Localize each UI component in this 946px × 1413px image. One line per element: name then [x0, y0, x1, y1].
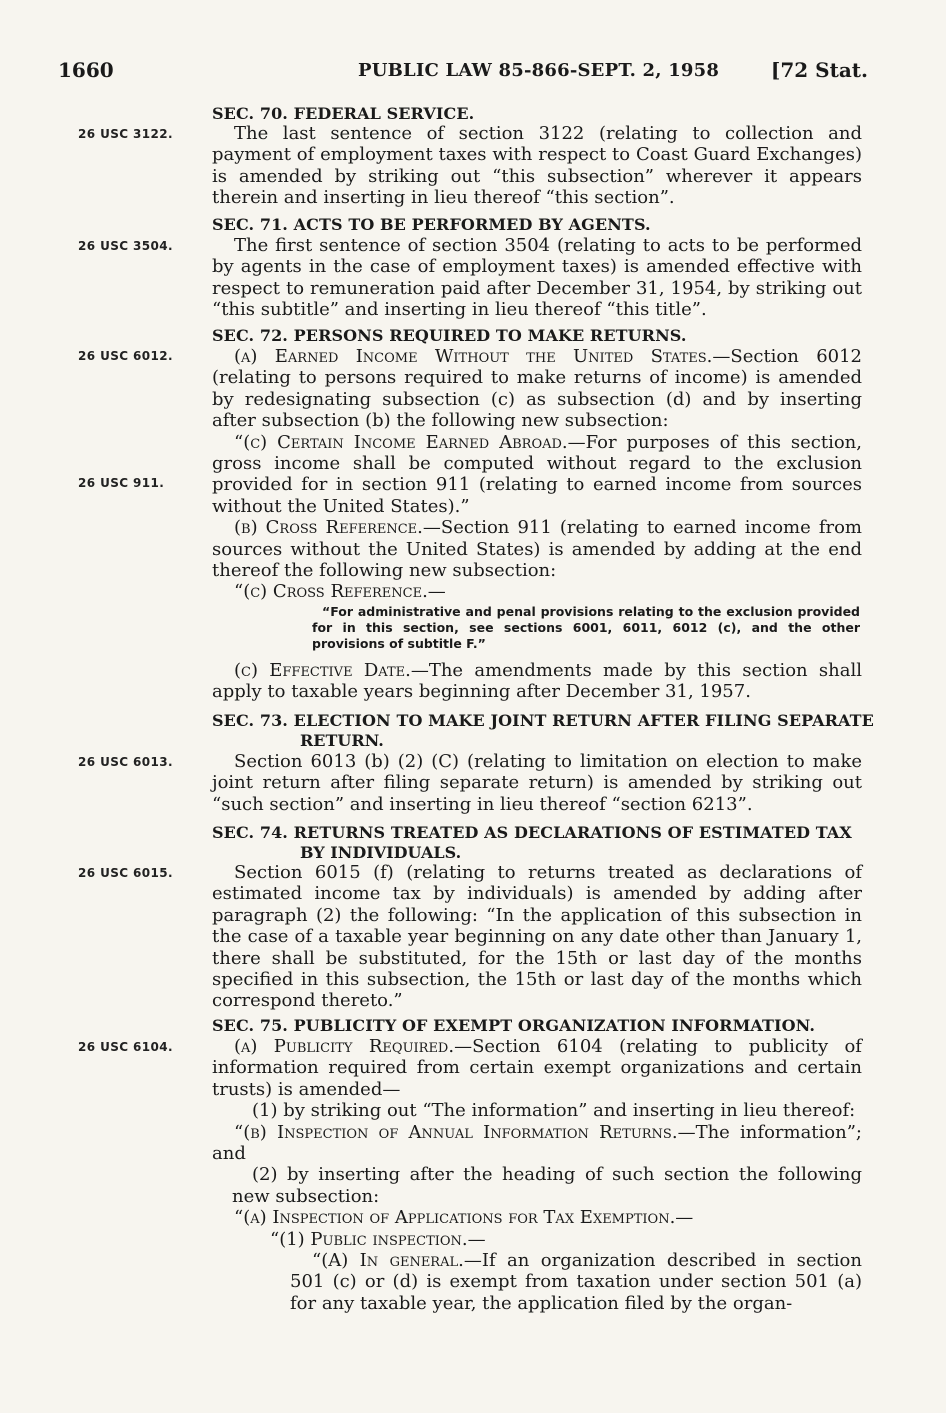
margin-ref-6012: 26 USC 6012.	[78, 349, 174, 363]
section-75-a2-label: “(a) Inspection of Applications for Tax Exemption.—	[234, 1207, 694, 1229]
margin-ref-3122: 26 USC 3122.	[78, 127, 174, 141]
section-72-b	[212, 517, 862, 581]
section-72-a	[212, 346, 862, 432]
page-header	[58, 58, 868, 86]
section-73-heading: SEC. 73. ELECTION TO MAKE JOINT RETURN AFTER FILING SEPARATE	[212, 711, 874, 730]
section-75-body	[212, 1036, 862, 1314]
section-75-heading: SEC. 75. PUBLICITY OF EXEMPT ORGANIZATION INFORMATION.	[212, 1016, 816, 1035]
section-75-a-label: (a) Publicity Required.	[234, 1036, 455, 1057]
section-74-heading: SEC. 74. RETURNS TREATED AS DECLARATIONS OF ESTIMATED TAX	[212, 823, 852, 842]
effective-date-text: —The amendments made by this section shall apply to taxable years beginning after December 31, 1957.	[212, 660, 862, 703]
section-75-item-2: (2) by inserting after the heading of such section the following new subsection:	[232, 1164, 862, 1207]
section-72-a-text: —Section 6012 (relating to persons required to make returns of income) is amended by redesignating subsection (c) as subsection (d) and by inserting after subsection (b) the following new subsection:	[212, 346, 862, 432]
section-72-c-text: —For purposes of this section, gross income shall be computed without regard to the exclusion provided for in section 911 (relating to earned income from sources without the United States).”	[212, 431, 862, 517]
cross-reference-quote: “For administrative and penal provisions relating to the exclusion provided for in this section, see sections 6001, 6011, 6012 (c), and the other provisions of subtitle F.”	[312, 604, 860, 651]
section-70-heading: SEC. 70. FEDERAL SERVICE.	[212, 104, 475, 123]
margin-ref-6013: 26 USC 6013.	[78, 755, 174, 769]
effective-date-label: (c) Effective Date.	[234, 660, 411, 681]
section-72-effective	[212, 660, 862, 703]
section-72-heading: SEC. 72. PERSONS REQUIRED TO MAKE RETURNS.	[212, 326, 687, 345]
section-75-A-label: “(A) In general.	[312, 1250, 464, 1272]
section-72-c-label: “(c) Certain Income Earned Abroad.	[234, 431, 568, 453]
section-72-effective-date	[212, 660, 862, 703]
section-75-b-label: “(b) Inspection of Annual Information Returns.	[234, 1121, 678, 1143]
section-74-heading-cont: BY INDIVIDUALS.	[300, 843, 462, 862]
section-70-text: The last sentence of section 3122 (relating to collection and payment of employment taxes with respect to Coast Guard Exchanges) is amended by striking out “this subsection” wherever it appears therein and inserting in lieu thereof “this section”.	[212, 123, 862, 209]
page-number: 1660	[58, 58, 114, 82]
margin-ref-6104: 26 USC 6104.	[78, 1040, 174, 1054]
section-72-c	[212, 432, 862, 518]
section-73-body	[212, 751, 862, 815]
section-72-cross-label: “(c) Cross Reference.—	[234, 581, 446, 603]
section-71-heading: SEC. 71. ACTS TO BE PERFORMED BY AGENTS.	[212, 215, 651, 234]
section-75-p1-label: “(1) Public inspection.—	[270, 1228, 486, 1250]
section-73-heading-cont: RETURN.	[300, 731, 384, 750]
section-75-b	[212, 1122, 862, 1165]
section-72-a-label: (a) Earned Income Without the United States.	[234, 346, 713, 367]
margin-ref-6015: 26 USC 6015.	[78, 866, 174, 880]
section-72-quote	[312, 604, 860, 652]
section-72-b-label: (b) Cross Reference.	[234, 517, 423, 539]
margin-ref-3504: 26 USC 3504.	[78, 239, 174, 253]
section-75-A	[212, 1250, 862, 1314]
section-70-body	[212, 123, 862, 209]
section-75-item-1: (1) by striking out “The information” and inserting in lieu thereof:	[252, 1100, 856, 1122]
section-71-text: The first sentence of section 3504 (relating to acts to be performed by agents in the case of employment taxes) is amended effective with respect to remuneration paid after December 31, 1954, by striking out “this subtitle” and inserting in lieu thereof “this title”.	[212, 235, 862, 321]
section-72-b-text: —Section 911 (relating to earned income from sources without the United States) is amended by adding at the end thereof the following new subsection:	[212, 517, 862, 582]
statute-reference: [72 Stat.	[770, 58, 868, 82]
section-75-A-text: —If an organization described in section 501 (c) or (d) is exempt from taxation under section 501 (a) for any taxable year, the application filed by the organ-	[290, 1250, 862, 1314]
running-title: PUBLIC LAW 85-866-SEPT. 2, 1958	[358, 60, 720, 81]
section-75-b-text: —The information”; and	[212, 1121, 862, 1165]
section-75-a-text: —Section 6104 (relating to publicity of information required from certain exempt organizations and certain trusts) is amended—	[212, 1036, 862, 1100]
margin-ref-911: 26 USC 911.	[78, 476, 165, 490]
section-75-a	[212, 1036, 862, 1100]
section-72-body	[212, 346, 862, 603]
section-74-body	[212, 862, 862, 1012]
section-73-text: Section 6013 (b) (2) (C) (relating to limitation on election to make joint return after filing separate return) is amended by striking out “such section” and inserting in lieu thereof “section 6213”.	[212, 751, 862, 815]
section-71-body	[212, 235, 862, 321]
section-74-text: Section 6015 (f) (relating to returns treated as declarations of estimated income tax by individuals) is amended by adding after paragraph (2) the following: “In the application of this subsection in the case of a taxable year beginning on any date other than January 1, there shall be substituted, for the 15th or last day of the months specified in this subsection, the 15th or last day of the months which correspond thereto.”	[212, 862, 862, 1012]
